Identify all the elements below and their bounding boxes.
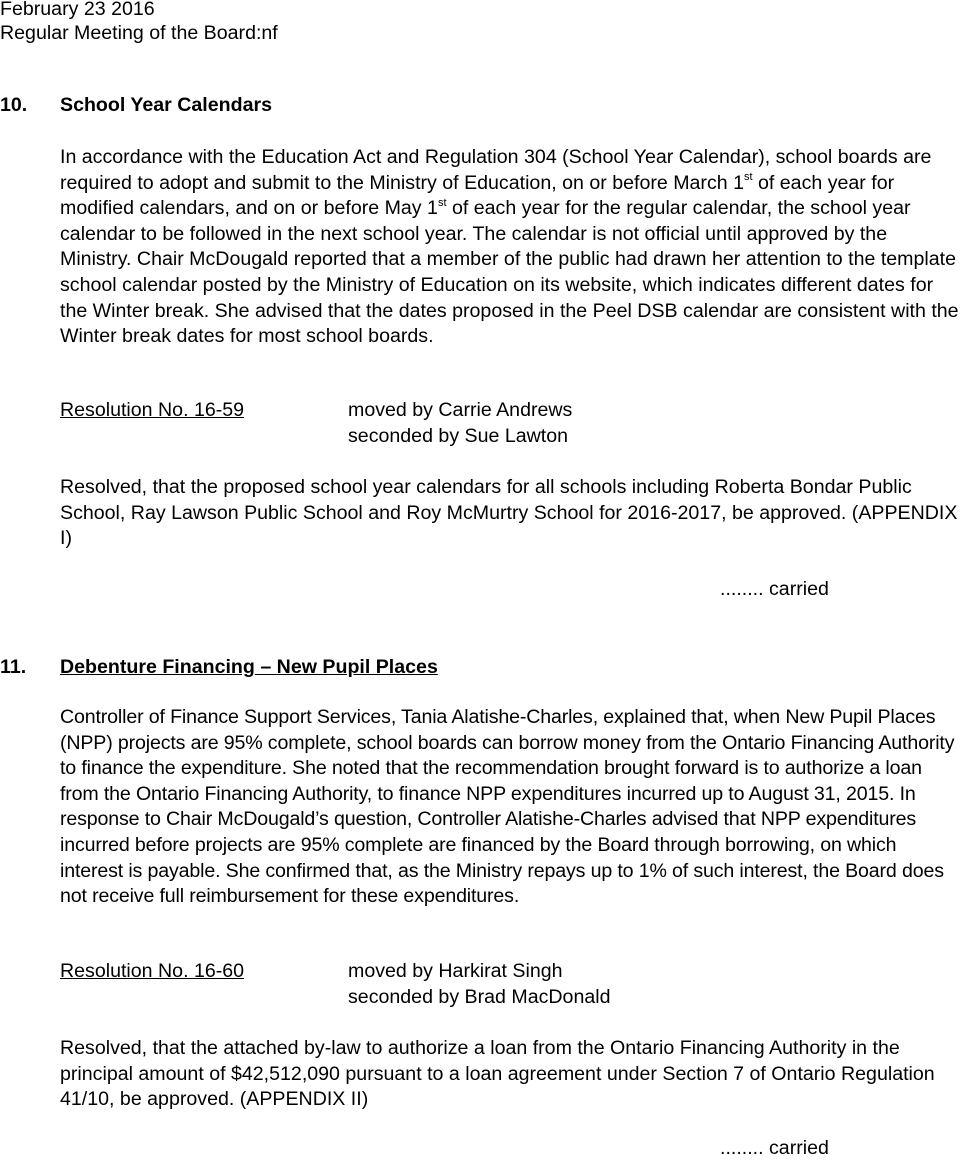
title-separator: – bbox=[254, 656, 277, 678]
section-11-paragraph: Controller of Finance Support Services, Tania Alatishe-Charles, explained that, when New Pupil Places (NPP) projects are 95% complete, school boards can borrow money from the Ontario Financing Authority to finance the expenditure. She noted that the recommendation brought forward is to authorize a loan from the Ontario Financing Authority, to finance NPP expenditures incurred up to August 31, 2015. In response to Chair McDougald’s question, Controller Alatishe-Charles advised that NPP expenditures incurred before projects are 95% complete are financed by the Board through borrowing, on which interest is payable. She confirmed that, as the Ministry repays up to 1% of such interest, the Board does not receive full reimbursement for these expenditures. bbox=[60, 706, 955, 908]
resolution-label: Resolution No. 16-60 bbox=[60, 960, 245, 982]
paragraph-text: In accordance with the Education Act and Regulation 304 (School Year Calendar), school boards are required to adopt and submit to the Ministry of Education, on or before March 1 bbox=[60, 146, 932, 194]
paragraph-text: of each year for the regular calendar, the school year calendar to be followed in the next school year. The calendar is not official until approved by the Ministry. Chair McDougald reported that a member of the public had drawn her attention to the template school calendar posted by the Ministry of Education on its website, which indicates different dates for the Winter break. She advised that the dates proposed in the Peel DSB calendar are consistent with the Winter break dates for most school boards. bbox=[60, 197, 959, 348]
section-10-title: School Year Calendars bbox=[60, 94, 273, 116]
section-10-number: 10. bbox=[0, 94, 28, 116]
document-date: February 23 2016 bbox=[0, 0, 155, 20]
section-11-title-part2: New Pupil Places bbox=[276, 656, 438, 678]
resolution-label: Resolution No. 16-59 bbox=[60, 399, 245, 421]
seconded-by: seconded by Brad MacDonald bbox=[348, 986, 611, 1008]
meeting-title: Regular Meeting of the Board:nf bbox=[0, 22, 278, 44]
section-11-title-part1: Debenture Financing bbox=[60, 656, 255, 678]
section-11-heading bbox=[0, 655, 438, 679]
paragraph-text: of each year for modified calendars, and on or before May 1 bbox=[60, 171, 895, 220]
resolved-text: Resolved, that the proposed school year calendars for all schools including Roberta Bondar Public School, Ray Lawson Public School and Roy McMurtry School for 2016-2017, be approved. (APPENDIX I) bbox=[60, 476, 958, 550]
resolved-text: Resolved, that the attached by-law to authorize a loan from the Ontario Financing Authority in the principal amount of $42,512,090 pursuant to a loan agreement under Section 7 of Ontario Regulation 41/10, be approved. (APPENDIX II) bbox=[60, 1037, 935, 1111]
carried-status: ........ carried bbox=[720, 1137, 829, 1159]
section-11-number: 11. bbox=[0, 656, 27, 678]
carried-status: ........ carried bbox=[720, 578, 829, 600]
section-10-heading bbox=[0, 93, 272, 117]
superscript: st bbox=[437, 196, 447, 209]
superscript: st bbox=[743, 171, 753, 184]
moved-by: moved by Carrie Andrews bbox=[348, 399, 573, 421]
section-10-paragraph bbox=[60, 145, 960, 350]
moved-by: moved by Harkirat Singh bbox=[348, 960, 563, 982]
seconded-by: seconded by Sue Lawton bbox=[348, 425, 569, 447]
